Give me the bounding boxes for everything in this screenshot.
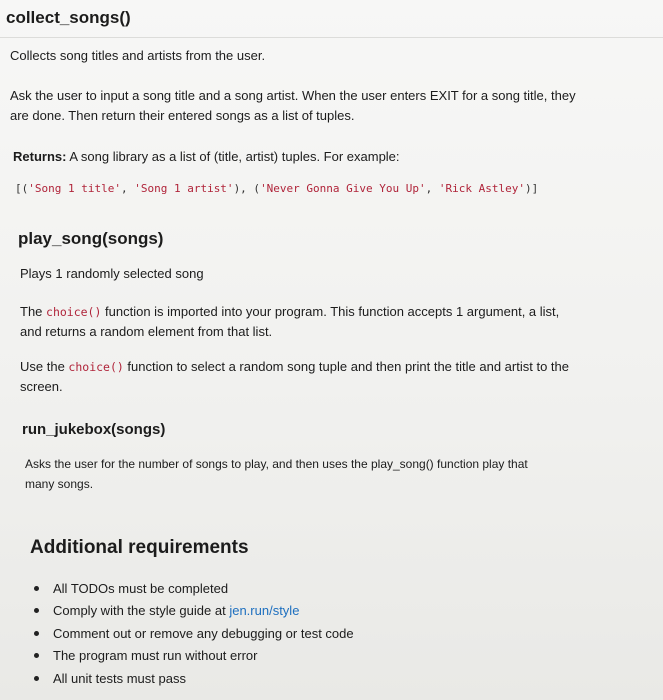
code-string: 'Song 1 artist' (134, 182, 234, 195)
list-item (34, 667, 354, 690)
play-song-heading: play_song(songs) (18, 229, 164, 248)
returns-line (13, 147, 400, 167)
code-punct: , (425, 182, 439, 195)
paragraph-line: are done. Then return their entered songs as a list of tuples. (10, 108, 355, 123)
list-item-text: The program must run without error (53, 648, 258, 664)
list-item (34, 577, 354, 600)
list-item (34, 645, 354, 668)
list-item (34, 600, 354, 623)
code-punct: ), ( (233, 182, 261, 195)
collect-songs-paragraph (10, 86, 660, 126)
list-item-text: Comment out or remove any debugging or test code (53, 625, 354, 641)
play-song-paragraph-1 (20, 302, 660, 342)
inline-code: choice() (46, 305, 102, 319)
code-string: 'Never Gonna Give You Up' (260, 182, 426, 195)
collect-songs-description: Collects song titles and artists from the user. (10, 48, 266, 63)
text-run: The (20, 304, 47, 319)
code-string: 'Rick Astley' (438, 182, 525, 195)
code-punct: [( (15, 182, 29, 195)
play-song-paragraph-2 (20, 357, 660, 397)
bullet-icon (34, 608, 39, 613)
text-run: Use the (20, 359, 69, 374)
code-string: 'Song 1 title' (28, 182, 121, 195)
list-item-text: All TODOs must be completed (53, 580, 229, 596)
run-jukebox-paragraph (25, 454, 655, 494)
inline-code: choice() (68, 360, 124, 374)
list-item-text: All unit tests must pass (53, 670, 186, 686)
example-code (15, 182, 538, 195)
text-run: function to select a random song tuple and then print the title and artist to the (123, 359, 569, 374)
bullet-icon (34, 586, 39, 591)
code-punct: )] (524, 182, 539, 195)
bullet-icon (34, 653, 39, 658)
paragraph-line: many songs. (25, 477, 94, 491)
bullet-icon (34, 631, 39, 636)
paragraph-line: Ask the user to input a song title and a song artist. When the user enters EXIT for a song title, they (10, 88, 576, 103)
collect-songs-heading: collect_songs() (6, 8, 131, 27)
returns-label: Returns: (13, 149, 67, 164)
list-item-text: Comply with the style guide at (53, 603, 226, 619)
returns-text: A song library as a list of (title, artist) tuples. For example: (66, 149, 400, 164)
list-item (34, 622, 354, 645)
requirements-list (34, 577, 354, 690)
paragraph-line: screen. (20, 379, 63, 394)
paragraph-line (20, 302, 660, 322)
paragraph-line: and returns a random element from that list. (20, 324, 273, 339)
run-jukebox-heading: run_jukebox(songs) (22, 421, 166, 438)
style-guide-link[interactable]: jen.run/style (229, 603, 300, 619)
paragraph-line: Asks the user for the number of songs to play, and then uses the play_song() function play that (25, 457, 528, 471)
bullet-icon (34, 676, 39, 681)
play-song-description: Plays 1 randomly selected song (20, 266, 204, 281)
paragraph-line (20, 357, 660, 377)
code-punct: , (120, 182, 135, 195)
heading-divider (0, 37, 663, 38)
additional-requirements-heading: Additional requirements (30, 537, 249, 558)
text-run: function is imported into your program. This function accepts 1 argument, a list, (101, 304, 560, 319)
